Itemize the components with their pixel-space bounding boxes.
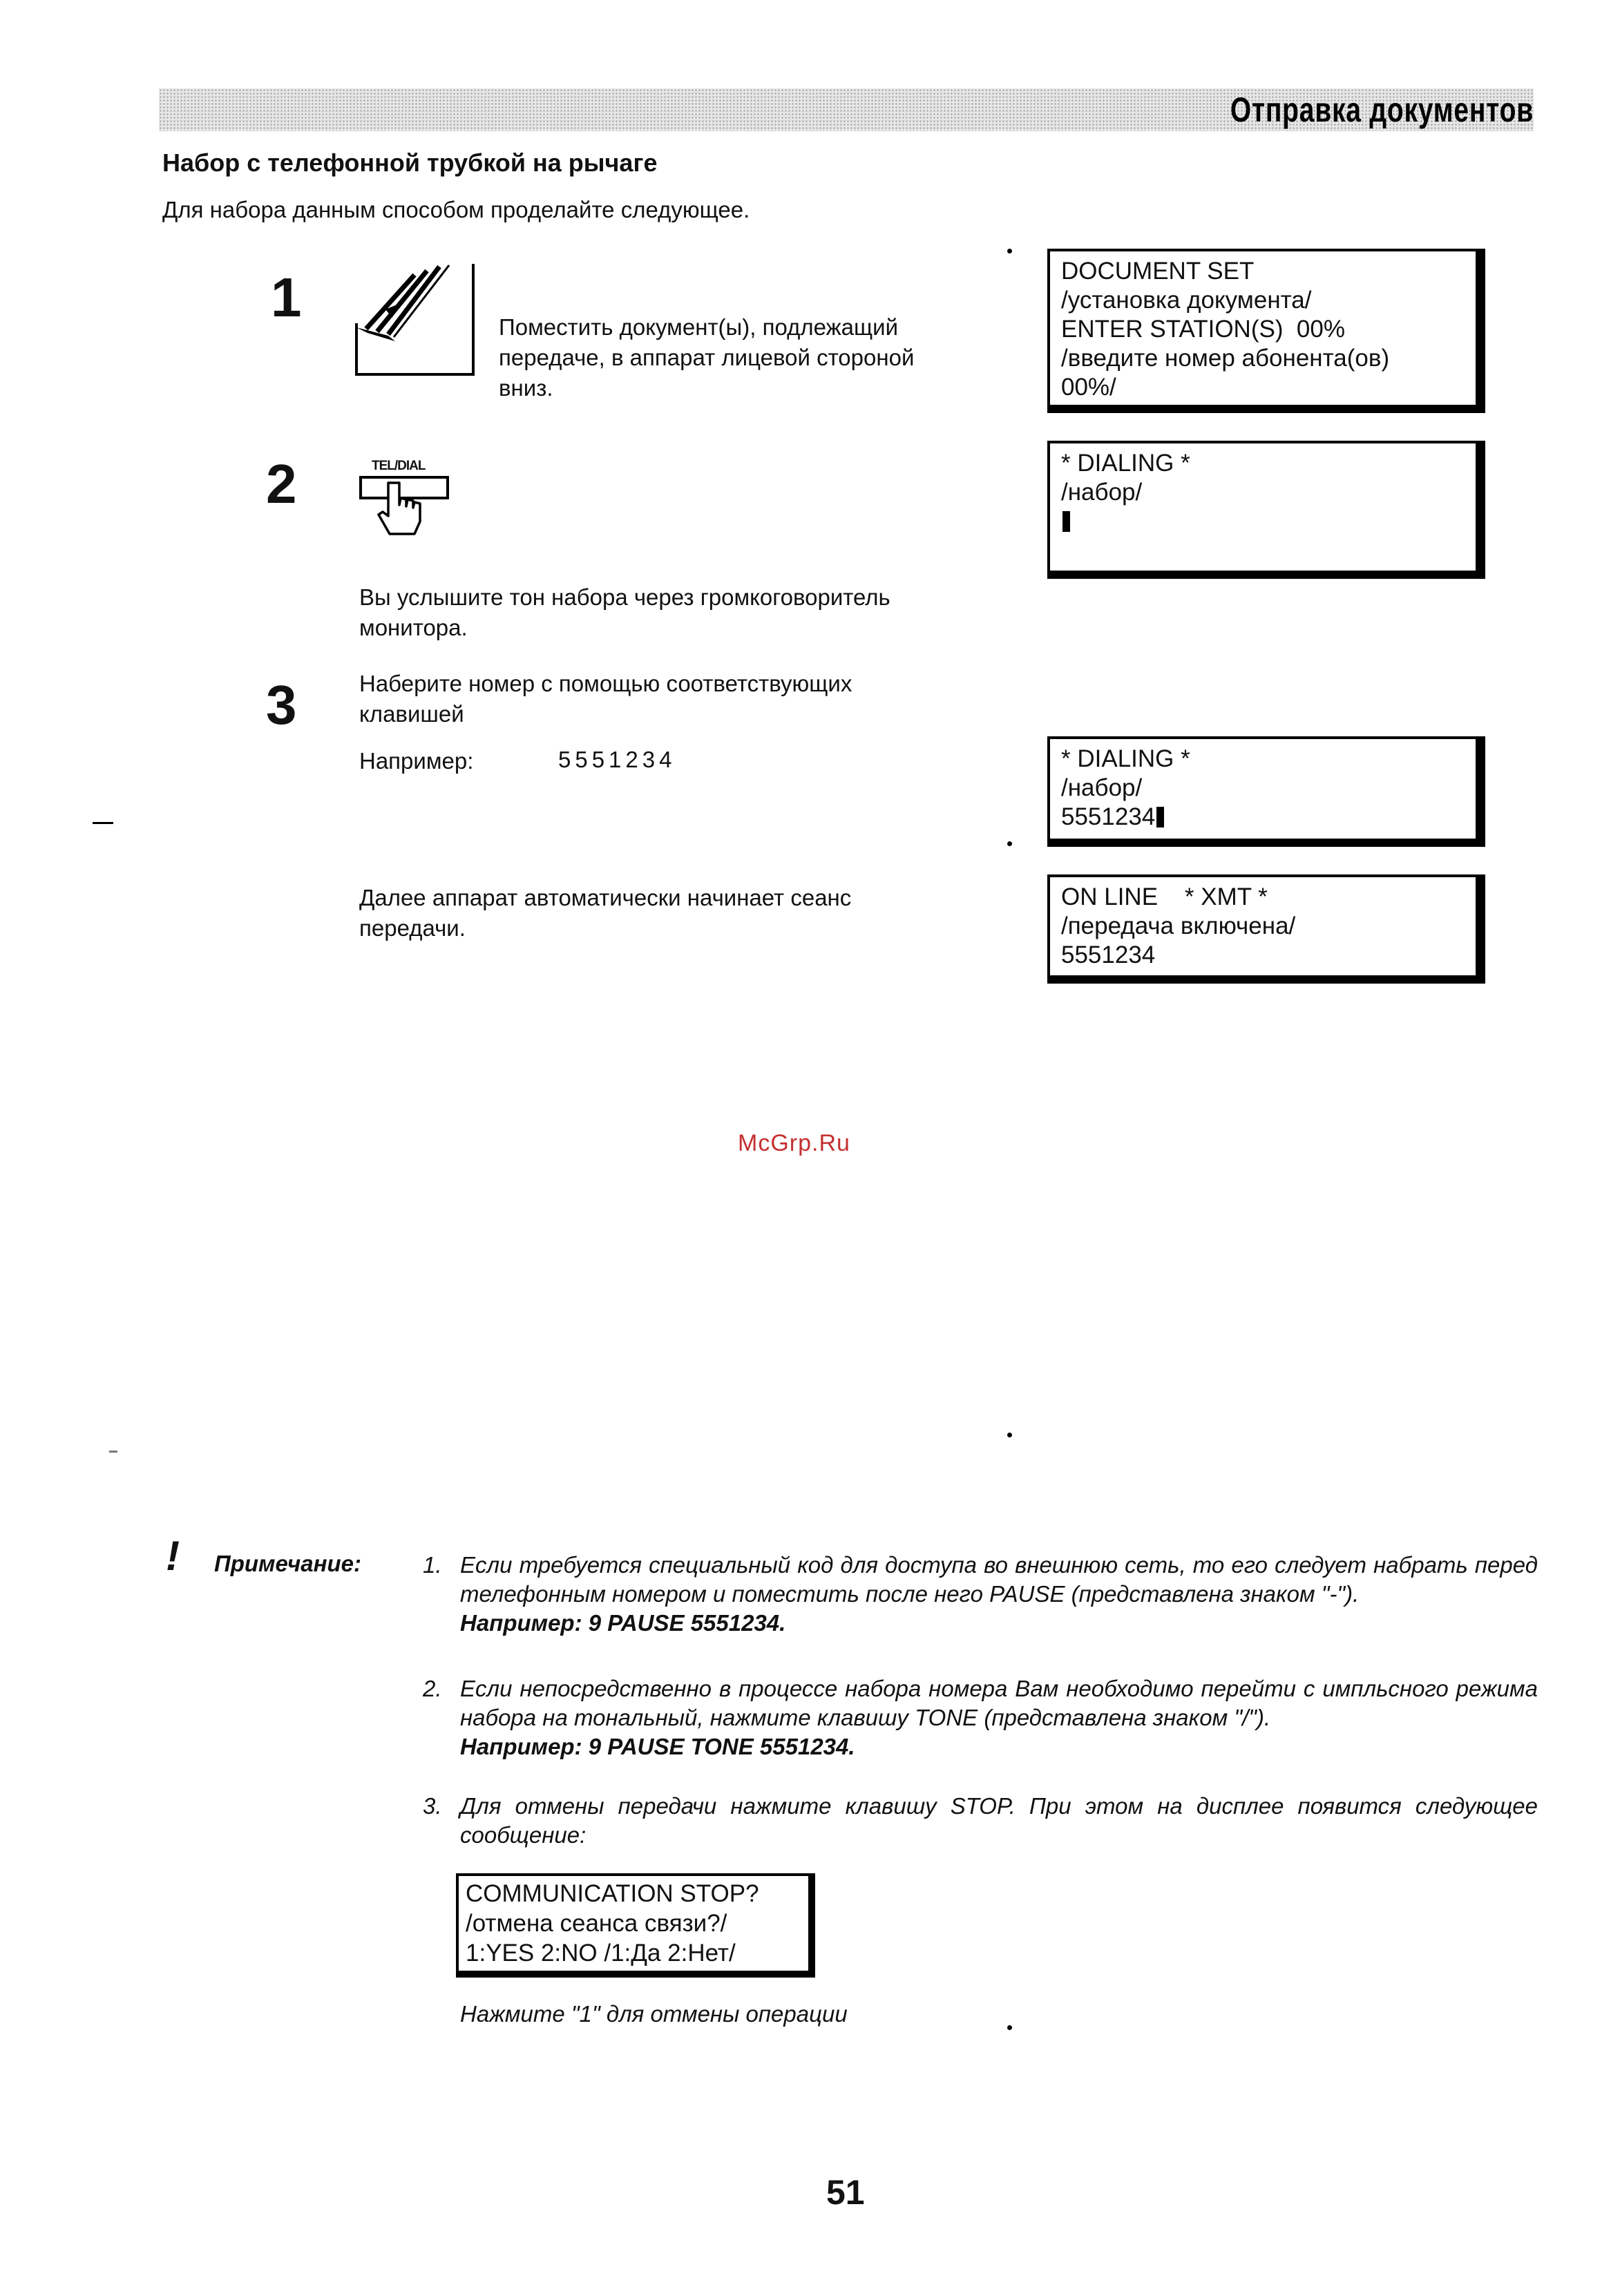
scan-speck xyxy=(1007,249,1012,253)
example-label: Например: xyxy=(359,748,474,774)
section-header: Отправка документов xyxy=(1230,90,1534,129)
note-item-1: Если требуется специальный код для доступа во внешнюю сеть, то его следует набрать перед телефонным номером и поместить после него PAUSE (представлена знаком "-"). Например: 9 PAUSE 5551234. xyxy=(460,1552,1538,1636)
step-2-number: 2 xyxy=(266,453,297,515)
page-number: 51 xyxy=(826,2173,865,2212)
scan-mark xyxy=(93,822,113,824)
tel-dial-key-icon xyxy=(358,473,455,542)
step-1-text: Поместить документ(ы), подлежащий передаче, в аппарат лицевой стороной вниз. xyxy=(499,314,915,401)
step-2-after-text: Вы услышите тон набора через громкоговоритель монитора. xyxy=(359,584,890,640)
step-3-text: Наберите номер с помощью соответствующих клавишей xyxy=(359,671,852,727)
tel-dial-label: TEL/DIAL xyxy=(372,459,426,473)
intro-text: Для набора данным способом проделайте следующее. xyxy=(162,197,750,222)
after-step-3-text: Далее аппарат автоматически начинает сеанс передачи. xyxy=(359,885,852,941)
scan-speck xyxy=(1007,2025,1012,2030)
note-item-2: Если непосредственно в процессе набора номера Вам необходимо перейти с импльсного режима набора на тональный, нажмите клавишу TONE (представлена знаком "/"). Например: 9 PAUSE TONE 5551234. xyxy=(460,1676,1538,1759)
note-item-1-number: 1. xyxy=(423,1552,442,1578)
step-3-number: 3 xyxy=(266,674,297,736)
scan-speck xyxy=(1007,1433,1012,1437)
lcd-display-communication-stop: COMMUNICATION STOP? /отмена сеанса связи?/ 1:YES 2:NO /1:Да 2:Нет/ xyxy=(456,1873,815,1978)
page-title: Набор с телефонной трубкой на рычаге xyxy=(162,149,658,177)
lcd-cursor xyxy=(1156,807,1164,827)
lcd-cursor xyxy=(1062,511,1070,532)
scan-speck xyxy=(1007,841,1012,846)
watermark: McGrp.Ru xyxy=(738,1130,850,1156)
step-1-number: 1 xyxy=(271,267,302,328)
note-item-3-number: 3. xyxy=(423,1793,442,1819)
document-feed-icon xyxy=(352,261,477,379)
exclamation-icon: ! xyxy=(166,1533,180,1579)
example-value: 5551234 xyxy=(558,747,676,772)
lcd-display-online-xmt: ON LINE * XMT * /передача включена/ 5551234 xyxy=(1047,874,1485,984)
note-item-3: Для отмены передачи нажмите клавишу STOP. При этом на дисплее появится следующее сообщение: xyxy=(460,1793,1538,1848)
lcd-display-dialing: * DIALING * /набор/ xyxy=(1047,441,1485,579)
lcd-display-document-set: DOCUMENT SET /установка документа/ ENTER STATION(S) 00% /введите номер абонента(ов) 00%/ xyxy=(1047,249,1485,413)
note-footer: Нажмите "1" для отмены операции xyxy=(460,2001,848,2027)
note-label: Примечание: xyxy=(214,1551,362,1576)
lcd-display-dialing-number: * DIALING * /набор/ 5551234 xyxy=(1047,736,1485,847)
scan-mark xyxy=(109,1451,117,1453)
note-item-2-number: 2. xyxy=(423,1676,442,1701)
